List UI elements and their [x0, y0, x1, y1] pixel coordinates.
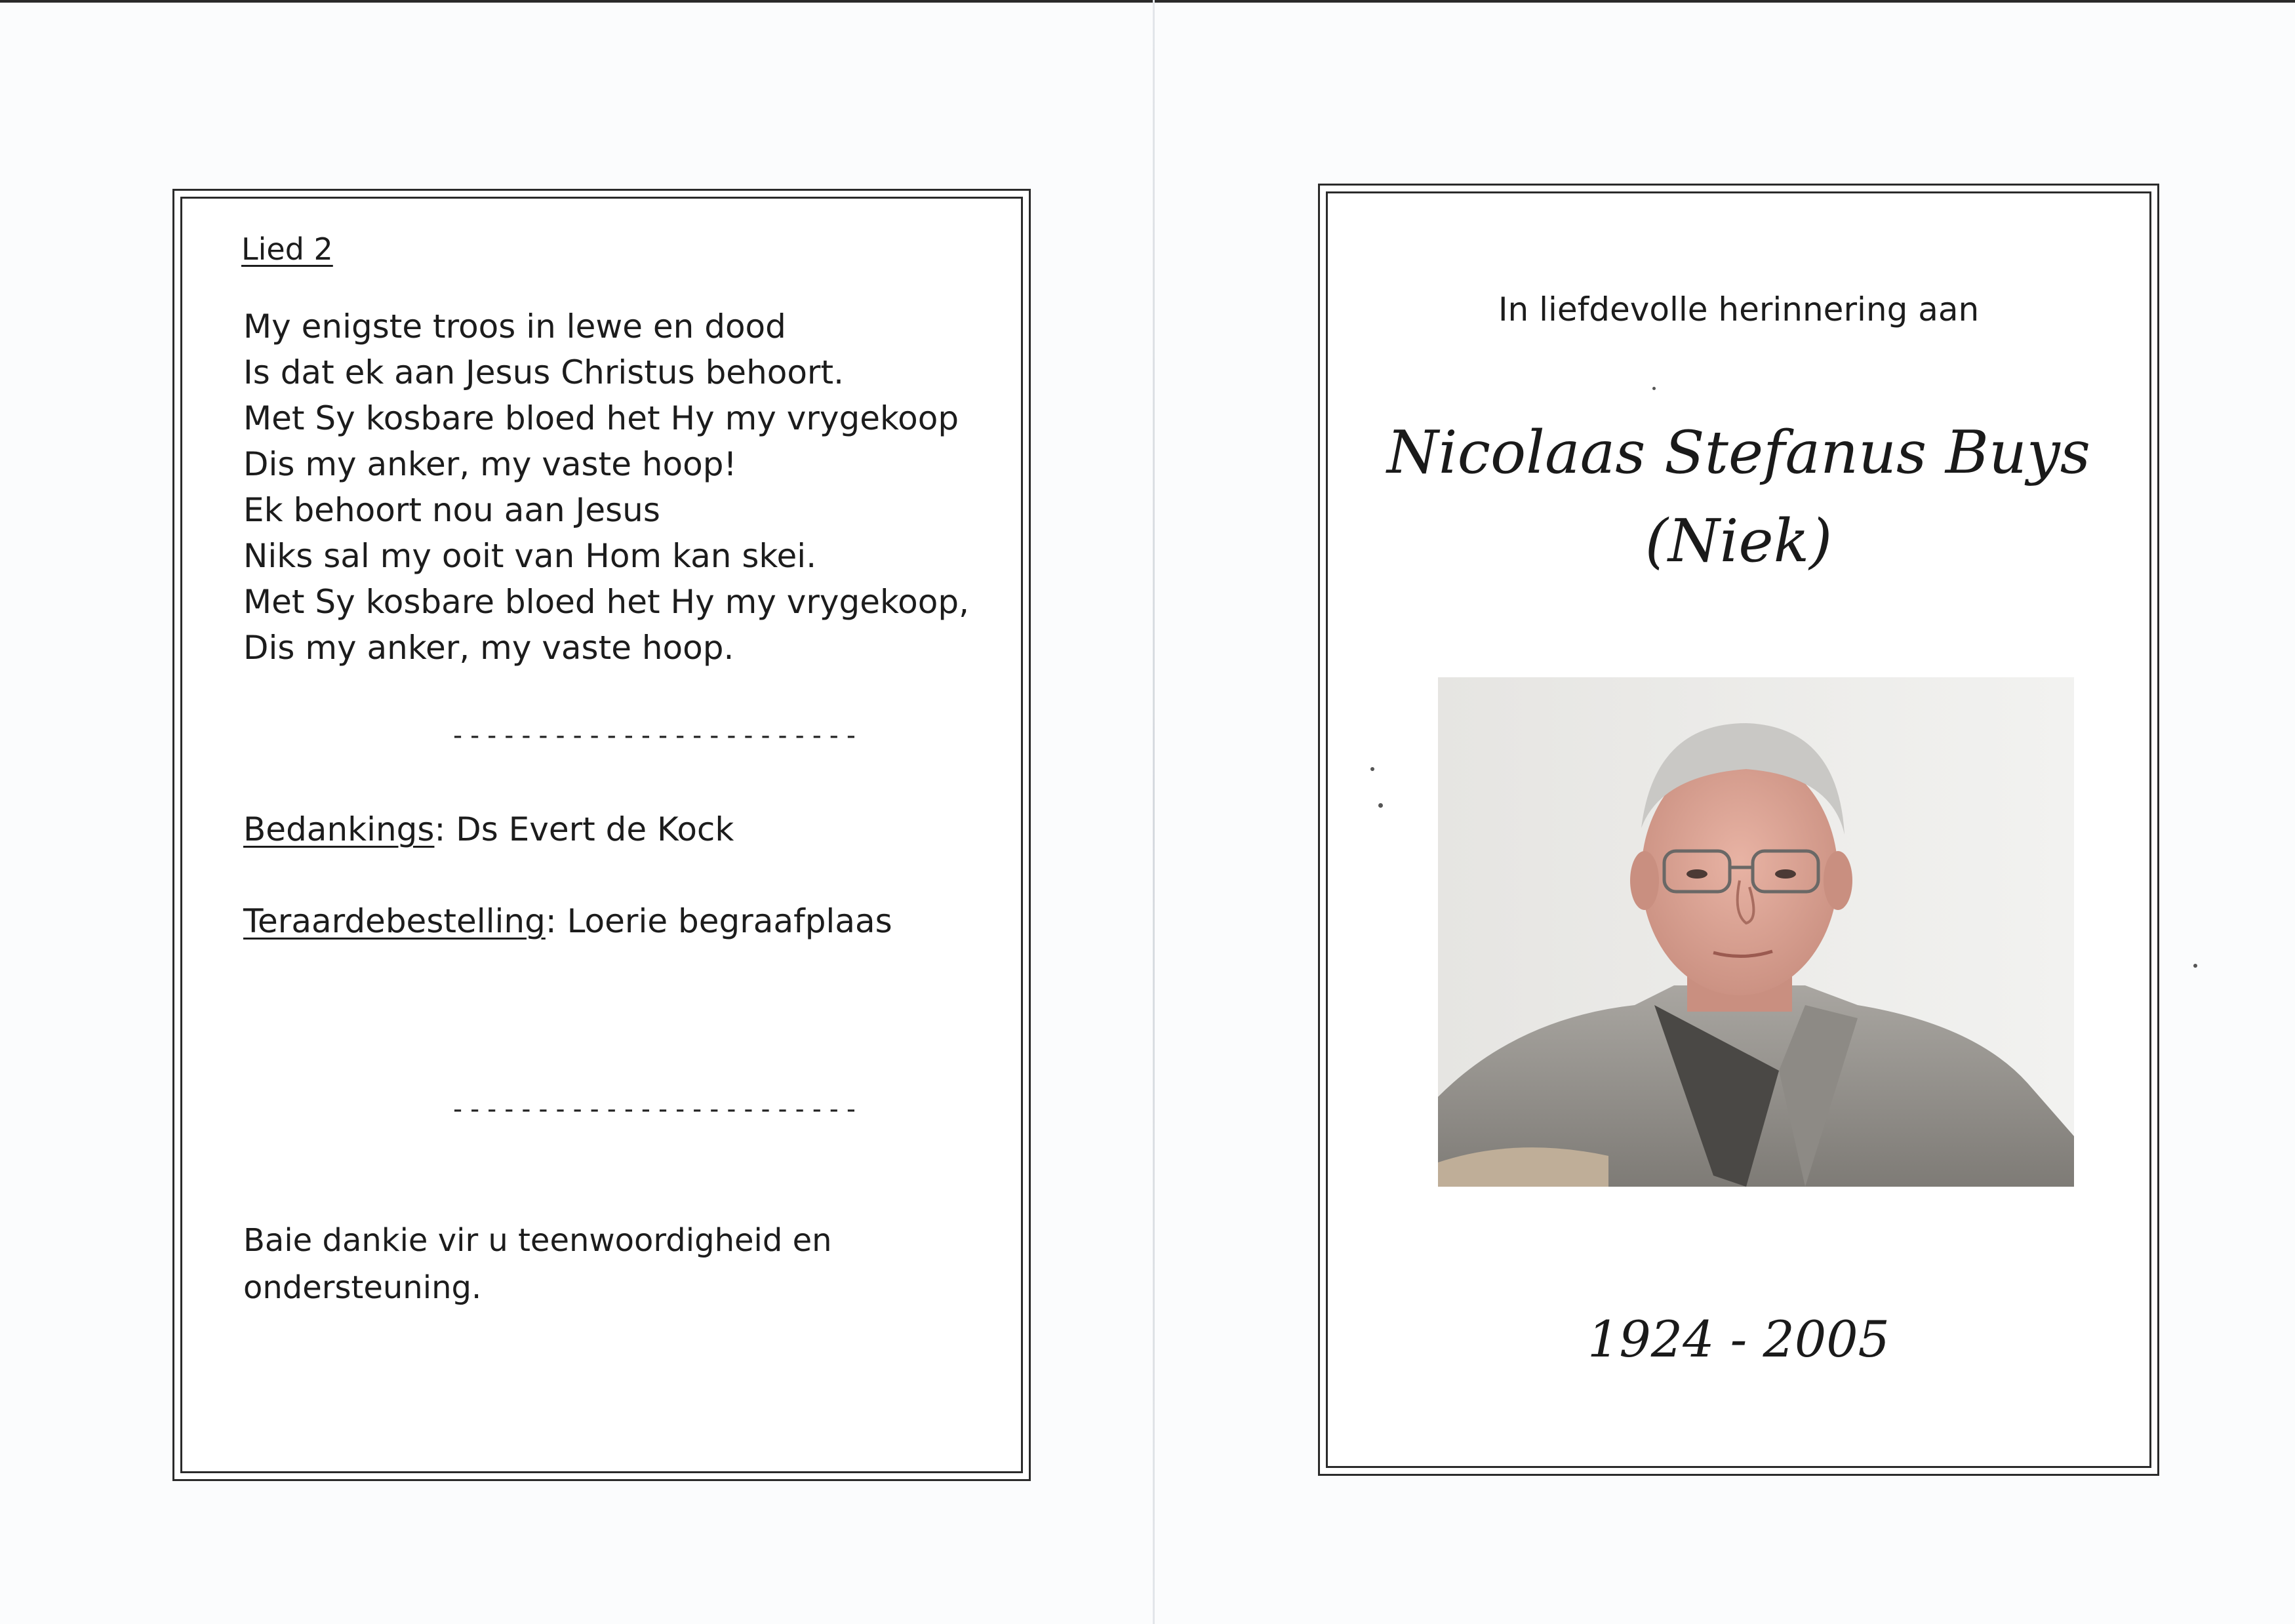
scan-speck — [1652, 387, 1656, 390]
hymn-line: Met Sy kosbare bloed het Hy my vrygekoop — [243, 399, 959, 437]
portrait-photo — [1438, 677, 2074, 1187]
thanks-value: : Ds Evert de Kock — [434, 810, 734, 848]
hymn-line: My enigste troos in lewe en dood — [243, 307, 786, 346]
right-page-panel — [1318, 184, 2159, 1476]
left-page-panel — [172, 189, 1031, 1481]
dashed-separator: ------------------------ — [450, 1094, 860, 1124]
deceased-name: Nicolaas Stefanus Buys — [1387, 418, 2090, 487]
deceased-nickname: (Niek) — [1645, 507, 1833, 576]
scan-speck — [1370, 767, 1374, 771]
hymn-lyrics — [243, 304, 969, 671]
closing-line: Baie dankie vir u teenwoordigheid en — [243, 1222, 832, 1259]
scan-speck — [1378, 803, 1383, 808]
thanks-label: Bedankings — [243, 810, 435, 848]
hymn-line: Niks sal my ooit van Hom kan skei. — [243, 537, 817, 575]
hymn-line: Met Sy kosbare bloed het Hy my vrygekoop, — [243, 583, 969, 621]
dashed-separator: ------------------------ — [450, 721, 860, 751]
scan-speck — [2193, 964, 2197, 968]
hymn-title: Lied 2 — [241, 231, 333, 267]
hymn-line: Ek behoort nou aan Jesus — [243, 491, 660, 529]
closing-line: ondersteuning. — [243, 1269, 482, 1306]
burial-label: Teraardebestelling — [243, 902, 546, 940]
memorial-heading: In liefdevolle herinnering aan — [1498, 290, 1980, 328]
hymn-line: Dis my anker, my vaste hoop! — [243, 445, 737, 483]
life-years: 1924 - 2005 — [1587, 1310, 1890, 1368]
hymn-line: Is dat ek aan Jesus Christus behoort. — [243, 353, 844, 391]
burial-value: : Loerie begraafplaas — [545, 902, 892, 940]
burial-row — [243, 902, 892, 940]
closing-text — [243, 1217, 832, 1311]
thanks-row — [243, 810, 734, 848]
page-fold — [1153, 0, 1155, 1624]
scan-top-edge — [0, 0, 2295, 3]
hymn-line: Dis my anker, my vaste hoop. — [243, 629, 734, 667]
